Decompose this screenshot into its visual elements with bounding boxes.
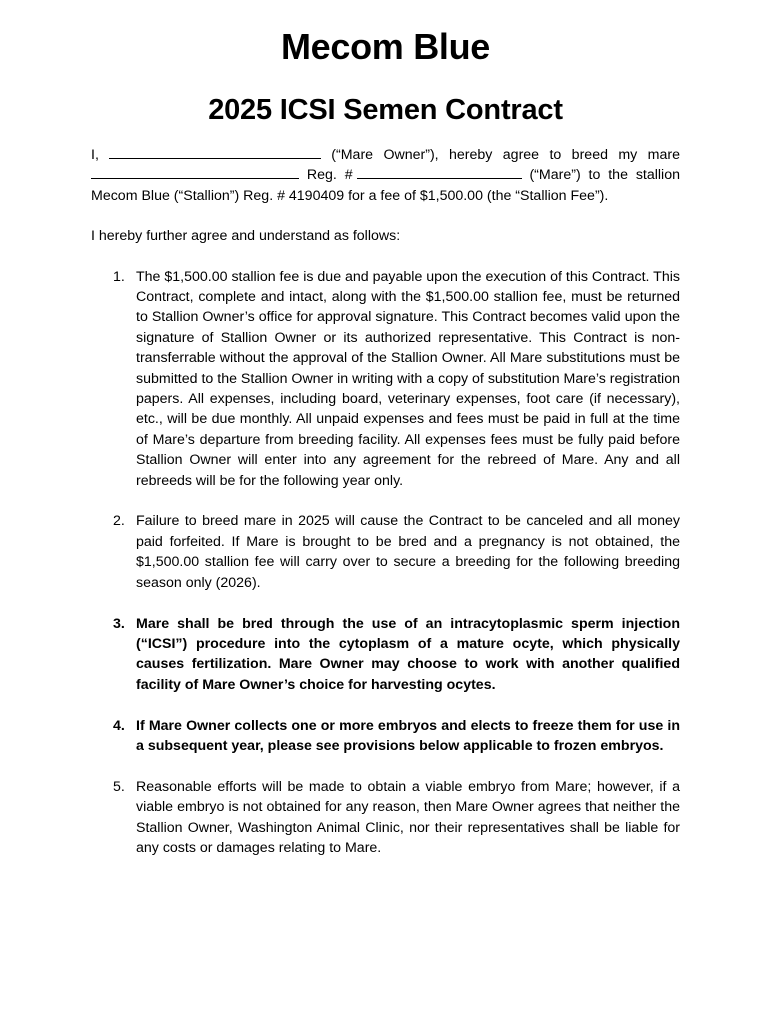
intro-paragraph bbox=[91, 145, 680, 206]
mare-reg-number-blank[interactable] bbox=[357, 165, 522, 179]
term-text: Reasonable efforts will be made to obtain a viable embryo from Mare; however, if a viable embryo is not obtained for any reason, then Mare Owner agrees that neither the Stallion Owner, Washington Animal Clinic, nor their representatives shall be liable for any costs or damages relating to Mare. bbox=[136, 778, 680, 856]
further-agreement-line: I hereby further agree and understand as follows: bbox=[91, 228, 401, 245]
term-number: 3. bbox=[113, 615, 125, 632]
contract-title: 2025 ICSI Semen Contract bbox=[208, 94, 563, 126]
term-text: If Mare Owner collects one or more embryos and elects to freeze them for use in a subsequent year, please see provisions below applicable to frozen embryos. bbox=[136, 717, 680, 754]
term-number: 1. bbox=[113, 268, 125, 285]
term-text: Mare shall be bred through the use of an intracytoplasmic sperm injection (“ICSI”) procedure into the cytoplasm of a mature ocyte, which physically causes fertilization. Mare Owner may choose to work with another qualified facility of Mare Owner’s choice for harvesting ocytes. bbox=[136, 615, 680, 693]
term-item-2 bbox=[91, 511, 680, 593]
term-number: 5. bbox=[113, 778, 125, 795]
term-number: 4. bbox=[113, 717, 125, 734]
mare-name-blank[interactable] bbox=[91, 165, 299, 179]
intro-mare-text: (“Mare”) to the stallion Mecom Blue (“Stallion”) Reg. # 4190409 for a fee of $1,500.00 (the “Stallion Fee”). bbox=[91, 167, 680, 204]
term-item-5 bbox=[91, 777, 680, 859]
contract-page bbox=[91, 24, 680, 879]
term-number: 2. bbox=[113, 513, 125, 530]
terms-list bbox=[91, 267, 680, 859]
document-title: Mecom Blue bbox=[280, 26, 491, 67]
intro-owner-text: (“Mare Owner”), hereby agree to breed my mare bbox=[320, 147, 680, 163]
intro-reg-text: Reg. # bbox=[299, 167, 353, 184]
term-text: The $1,500.00 stallion fee is due and payable upon the execution of this Contract. This Contract, complete and intact, along with the $1,500.00 stallion fee, must be returned to Stallion Owner’s office for approval signature. This Contract becomes valid upon the signature of Stallion Owner or its authorized representative. This Contract is non-transferrable without the approval of the Stallion Owner. All Mare substitutions must be submitted to the Stallion Owner in writing with a copy of substitution Mare’s registration papers. All expenses, including board, veterinary expenses, foot care (if necessary), etc., will be due monthly. All unpaid expenses and fees must be paid in full at the time of Mare’s departure from breeding facility. All expenses fees must be fully paid before Stallion Owner will enter into any agreement for the rebreed of Mare. Any and all rebreeds will be for the following year only. bbox=[136, 268, 680, 489]
term-item-1 bbox=[91, 267, 680, 491]
mare-owner-name-blank[interactable] bbox=[109, 145, 321, 159]
term-text: Failure to breed mare in 2025 will cause the Contract to be canceled and all money paid forfeited. If Mare is brought to be bred and a pregnancy is not obtained, the $1,500.00 stallion fee will carry over to secure a breeding for the following breeding season only (2026). bbox=[136, 513, 680, 591]
term-item-3 bbox=[91, 614, 680, 696]
intro-prefix: I, bbox=[91, 147, 99, 163]
term-item-4 bbox=[91, 716, 680, 757]
